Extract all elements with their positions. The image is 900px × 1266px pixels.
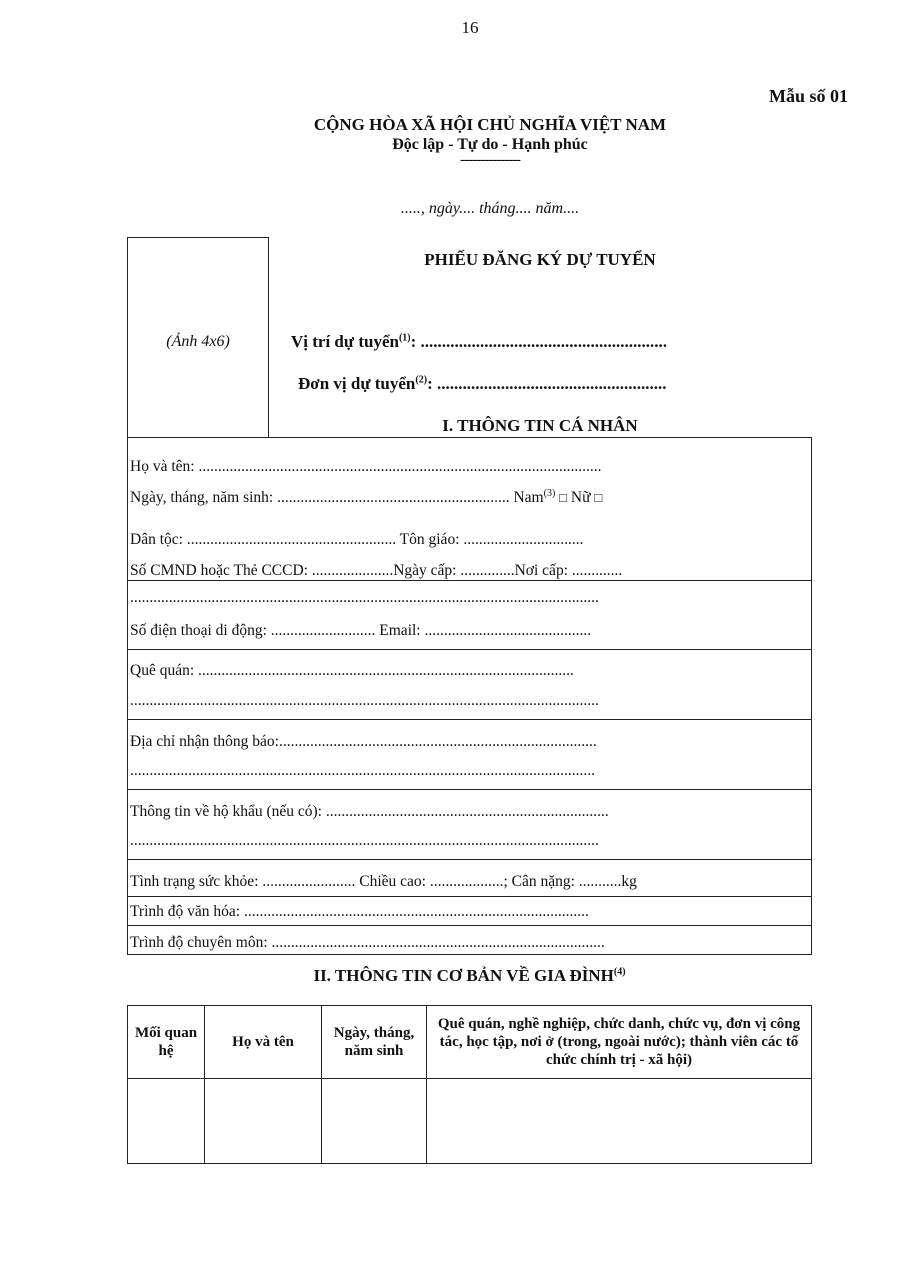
household-continuation[interactable]: ......................................................................................................................... <box>130 832 599 849</box>
position-note: (1) <box>398 332 411 344</box>
table-cell[interactable] <box>322 1079 427 1164</box>
divider <box>127 789 812 790</box>
divider <box>127 719 812 720</box>
section1-title: I. THÔNG TIN CÁ NHÂN <box>442 416 638 435</box>
nation-header: CỘNG HÒA XÃ HỘI CHỦ NGHĨA VIỆT NAM <box>313 115 667 134</box>
position-dots[interactable]: : .......................................................... <box>410 332 668 351</box>
table-cell[interactable] <box>427 1079 812 1164</box>
divider <box>127 580 812 581</box>
motto-underline: --------------- <box>460 152 520 168</box>
table-cell[interactable] <box>205 1079 322 1164</box>
motto: Độc lập - Tự do - Hạnh phúc <box>392 136 588 153</box>
education-field[interactable]: Trình độ văn hóa: ......................................................................................... <box>130 903 589 920</box>
hometown-field[interactable]: Quê quán: ................................................................................................. <box>130 662 574 679</box>
unit-label: Đơn vị dự tuyển <box>298 374 416 393</box>
phone-email-field[interactable]: Số điện thoại di động: ........................... Email: ........................................... <box>130 622 592 639</box>
form-code: Mẫu số 01 <box>768 86 848 106</box>
household-field[interactable]: Thông tin về hộ khẩu (nếu có): ......................................................................... <box>130 803 609 820</box>
family-table <box>127 1005 812 1164</box>
section2-title <box>127 966 812 986</box>
address-continuation[interactable]: ........................................................................................................................ <box>130 762 595 779</box>
address-field[interactable]: Địa chỉ nhận thông báo:.................................................................................. <box>130 733 597 750</box>
divider <box>127 649 812 650</box>
male-checkbox[interactable]: □ <box>559 490 568 505</box>
column-header: Mối quan hệ <box>128 1006 205 1079</box>
full-name-field[interactable]: Họ và tên: ........................................................................................................ <box>130 458 602 475</box>
professional-field[interactable]: Trình độ chuyên môn: ...................................................................................... <box>130 934 605 951</box>
position-row <box>291 332 667 352</box>
page-number: 16 <box>461 18 479 37</box>
column-header: Ngày, tháng, năm sinh <box>322 1006 427 1079</box>
male-label: Nam <box>513 489 544 506</box>
divider <box>127 925 812 926</box>
dob-field[interactable]: Ngày, tháng, năm sinh: ............................................................ <box>130 489 510 506</box>
female-label: Nữ <box>570 489 591 506</box>
unit-dots[interactable]: : ...................................................... <box>427 374 667 393</box>
table-cell[interactable] <box>128 1079 205 1164</box>
table-header-row <box>128 1006 812 1079</box>
date-line: ....., ngày.... tháng.... năm.... <box>400 200 580 217</box>
dob-row <box>130 489 602 507</box>
divider <box>127 859 812 860</box>
table-row <box>128 1079 812 1164</box>
unit-note: (2) <box>415 374 428 386</box>
section2-note: (4) <box>613 966 626 978</box>
health-field[interactable]: Tình trạng sức khỏe: ........................ Chiều cao: ...................; Cân nặng: ...........kg <box>130 873 637 890</box>
column-header: Họ và tên <box>205 1006 322 1079</box>
column-header: Quê quán, nghề nghiệp, chức danh, chức vụ, đơn vị công tác, học tập, nơi ở (trong, ngoài nước); thành viên các tổ chức chính trị - xã hội) <box>427 1006 812 1079</box>
form-title: PHIẾU ĐĂNG KÝ DỰ TUYỂN <box>424 250 656 269</box>
divider <box>127 896 812 897</box>
position-label: Vị trí dự tuyển <box>291 332 399 351</box>
section2-title-text: II. THÔNG TIN CƠ BẢN VỀ GIA ĐÌNH <box>313 966 614 985</box>
id-card-field[interactable]: Số CMND hoặc Thẻ CCCD: .....................Ngày cấp: ..............Nơi cấp: ............. <box>130 562 623 579</box>
gender-note: (3) <box>543 487 556 499</box>
hometown-continuation[interactable]: ......................................................................................................................... <box>130 692 599 709</box>
female-checkbox[interactable]: □ <box>594 490 603 505</box>
photo-label: (Ảnh 4x6) <box>166 333 230 350</box>
ethnicity-religion-field[interactable]: Dân tộc: ...................................................... Tôn giáo: ............................... <box>130 531 584 548</box>
unit-row <box>298 374 666 394</box>
id-card-continuation[interactable]: ......................................................................................................................... <box>130 589 599 606</box>
